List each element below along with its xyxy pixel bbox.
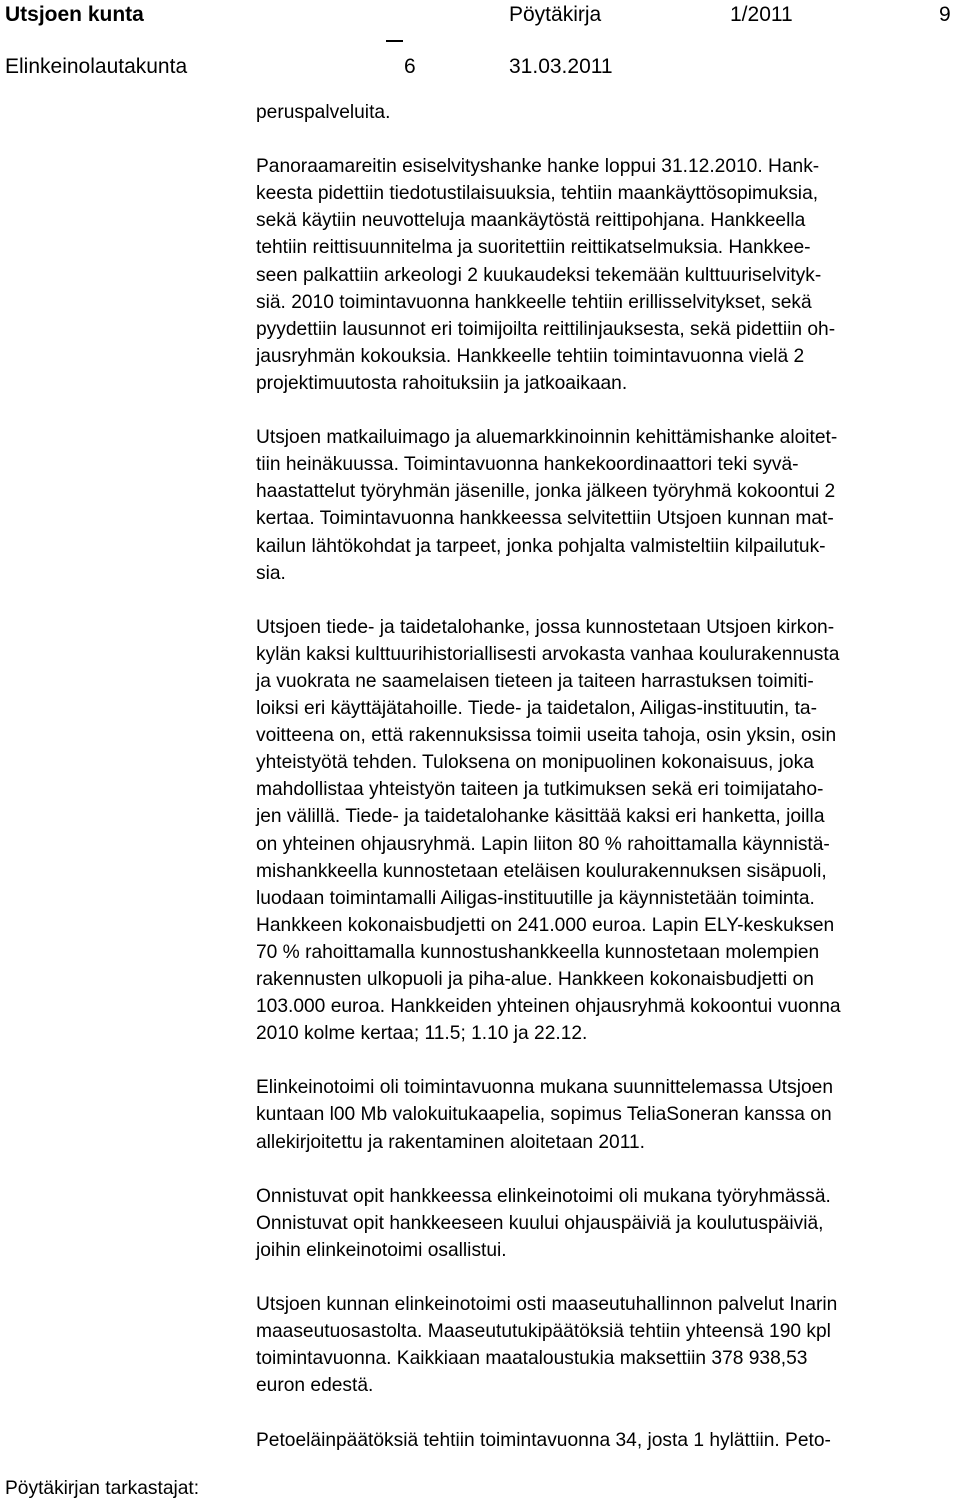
paragraph xyxy=(256,153,956,397)
text-line: kuntaan l00 Mb valokuitukaapelia, sopimus TeliaSoneran kanssa on xyxy=(256,1104,832,1126)
text-line: kertaa. Toimintavuonna hankkeessa selvitettiin Utsjoen kunnan mat- xyxy=(256,508,834,530)
text-line: sia. xyxy=(256,562,286,584)
text-line: Petoeläinpäätöksiä tehtiin toimintavuonna 34, josta 1 hylättiin. Peto- xyxy=(256,1429,831,1451)
text-line: tehtiin reittisuunnitelma ja suoritettiin reittikatselmuksia. Hankkee- xyxy=(256,237,811,259)
text-line: luodaan toimintamalli Ailigas-instituutille ja käynnistetään toiminta. xyxy=(256,887,815,909)
text-line: loiksi eri käyttäjätahoille. Tiede- ja taidetalon, Ailigas-instituutin, ta- xyxy=(256,698,817,720)
text-line: joihin elinkeinotoimi osallistui. xyxy=(256,1239,507,1261)
text-line: peruspalveluita. xyxy=(256,102,391,123)
text-line: euron edestä. xyxy=(256,1375,374,1397)
text-line: jen välillä. Tiede- ja taidetalohanke käsittää kaksi eri hanketta, joilla xyxy=(256,806,825,828)
text-line: Elinkeinotoimi oli toimintavuonna mukana suunnittelemassa Utsjoen xyxy=(256,1077,834,1099)
text-line: 103.000 euroa. Hankkeiden yhteinen ohjausryhmä kokoontui vuonna xyxy=(256,996,841,1018)
text-line: mishankkeella kunnostetaan eteläisen koulurakennuksen sisäpuoli, xyxy=(256,860,827,882)
committee-name: Elinkeinolautakunta xyxy=(5,55,188,78)
text-line: kylän kaksi kulttuurihistoriallisesti arvokasta vanhaa koulurakennusta xyxy=(256,643,840,665)
paragraph xyxy=(256,1074,956,1155)
text-line: allekirjoitettu ja rakentaminen aloitetaan 2011. xyxy=(256,1131,645,1153)
document-type: Pöytäkirja xyxy=(509,3,602,26)
text-line: Hankkeen kokonaisbudjetti on 241.000 euroa. Lapin ELY-keskuksen xyxy=(256,914,835,936)
text-line: rakennusten ulkopuoli ja piha-alue. Hankkeen kokonaisbudjetti on xyxy=(256,969,814,990)
meeting-date: 31.03.2011 xyxy=(509,55,613,78)
municipality-name: Utsjoen kunta xyxy=(5,3,144,26)
text-line: 70 % rahoittamalla kunnostushankkeella kunnostetaan molempien xyxy=(256,941,820,963)
document-number: 1/2011 xyxy=(730,3,793,26)
text-line: Utsjoen tiede- ja taidetalohanke, jossa kunnostetaan Utsjoen kirkon- xyxy=(256,616,835,638)
minutes-reviewers-label: Pöytäkirjan tarkastajat: xyxy=(5,1478,200,1499)
text-line: ja vuokrata ne saamelaisen tieteen ja taiteen harrastuksen toimiti- xyxy=(256,670,814,692)
text-line: jausryhmän kokouksia. Hankkeelle tehtiin toimintavuonna vielä 2 xyxy=(256,345,805,367)
text-line: Onnistuvat opit hankkeessa elinkeinotoimi oli mukana työryhmässä. xyxy=(256,1185,831,1207)
paragraph xyxy=(256,614,956,1048)
document-body xyxy=(256,99,956,1454)
text-line: Utsjoen matkailuimago ja aluemarkkinoinnin kehittämishanke aloitet- xyxy=(256,427,838,449)
text-line: toimintavuonna. Kaikkiaan maataloustukia maksettiin 378 938,53 xyxy=(256,1348,808,1370)
text-line: yhteistyötä tehden. Tuloksena on monipuolinen kokonaisuus, joka xyxy=(256,752,814,774)
page-number: 9 xyxy=(939,3,951,26)
text-line: 2010 kolme kertaa; 11.5; 1.10 ja 22.12. xyxy=(256,1023,588,1045)
text-line: haastattelut työryhmän jäsenille, jonka jälkeen työryhmä kokoontui 2 xyxy=(256,481,836,503)
text-line: mahdollistaa yhteistyön taiteen ja tutkimuksen sekä eri toimijataho- xyxy=(256,779,824,801)
text-line: Utsjoen kunnan elinkeinotoimi osti maaseutuhallinnon palvelut Inarin xyxy=(256,1294,838,1316)
text-line: on yhteinen ohjausryhmä. Lapin liiton 80 % rahoittamalla käynnistä- xyxy=(256,833,830,855)
text-line: Onnistuvat opit hankkeeseen kuului ohjauspäiviä ja koulutuspäiviä, xyxy=(256,1212,824,1234)
text-line: siä. 2010 toimintavuonna hankkeelle tehtiin erillisselvitykset, sekä xyxy=(256,291,812,313)
paragraph xyxy=(256,1183,956,1264)
section-rule xyxy=(386,40,403,42)
paragraph xyxy=(256,1427,956,1454)
text-line: pyydettiin lausunnot eri toimijoilta reittilinjauksesta, sekä pidettiin oh- xyxy=(256,318,836,340)
text-line: sekä käytiin neuvotteluja maankäytöstä reittipohjana. Hankkeella xyxy=(256,210,806,232)
text-line: tiin heinäkuussa. Toimintavuonna hankekoordinaattori teki syvä- xyxy=(256,454,799,476)
text-line: maaseutuosastolta. Maaseututukipäätöksiä tehtiin yhteensä 190 kpl xyxy=(256,1321,831,1343)
paragraph xyxy=(256,99,956,126)
text-line: kailun lähtökohdat ja tarpeet, jonka pohjalta valmisteltiin kilpailutuk- xyxy=(256,535,826,557)
text-line: projektimuutosta rahoituksiin ja jatkoaikaan. xyxy=(256,372,628,394)
text-line: voitteena on, että rakennuksissa toimii useita tahoja, osin yksin, osin xyxy=(256,725,837,747)
paragraph xyxy=(256,424,956,587)
section-number: 6 xyxy=(404,55,416,78)
text-line: seen palkattiin arkeologi 2 kuukaudeksi tekemään kulttuuriselvityk- xyxy=(256,264,822,286)
text-line: Panoraamareitin esiselvityshanke hanke loppui 31.12.2010. Hank- xyxy=(256,156,820,178)
paragraph xyxy=(256,1291,956,1399)
text-line: keesta pidettiin tiedotustilaisuuksia, tehtiin maankäyttösopimuksia, xyxy=(256,183,819,205)
